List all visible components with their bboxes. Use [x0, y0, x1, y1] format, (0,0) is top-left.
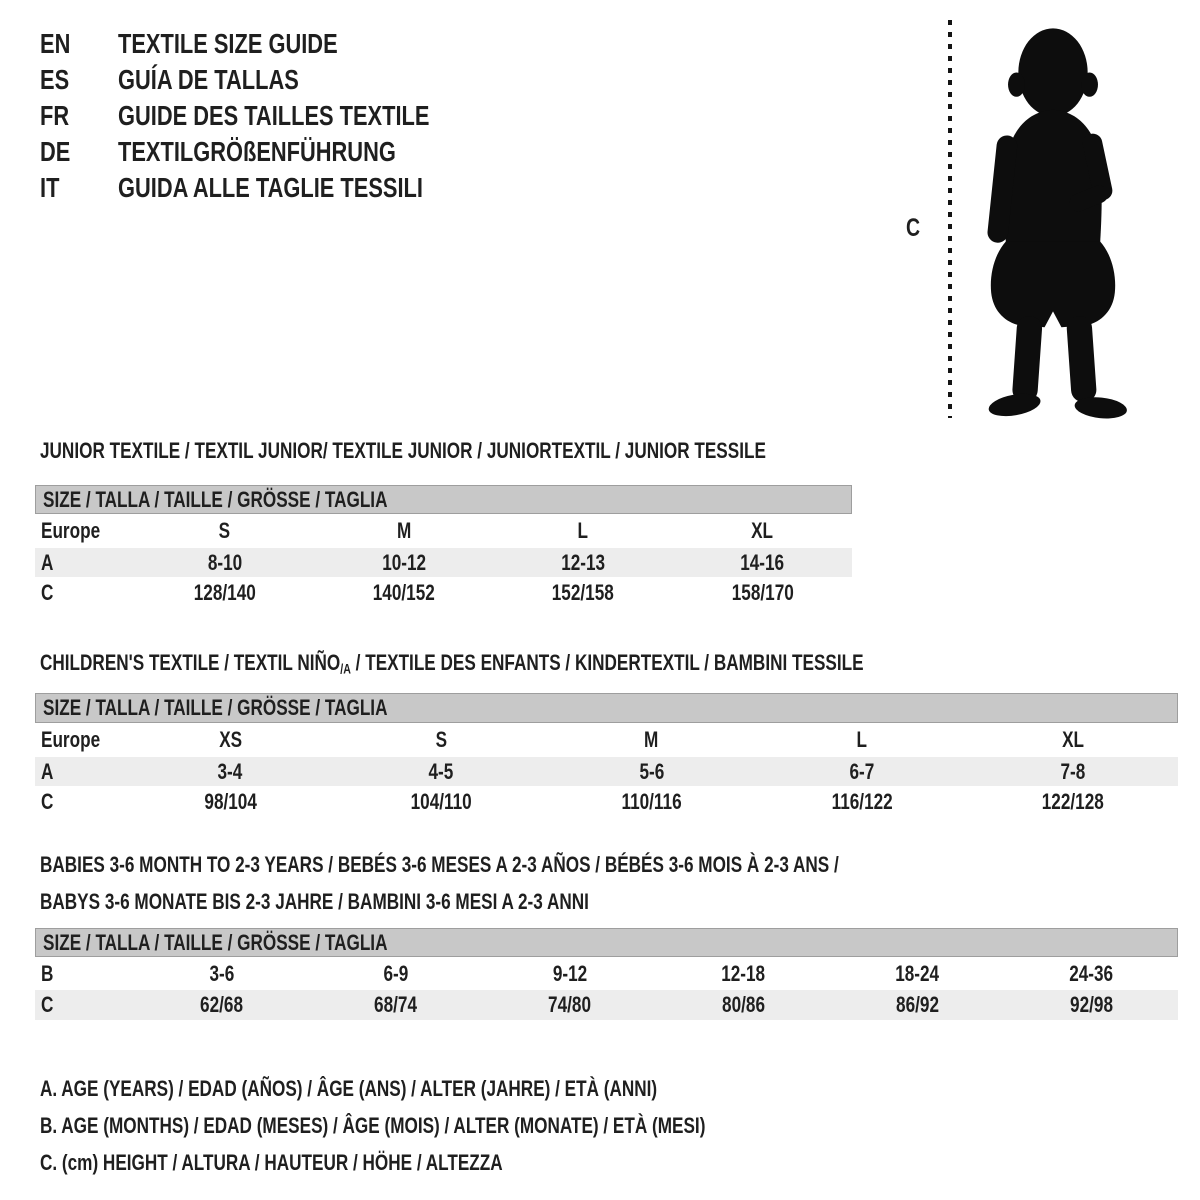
age-value: 3-4	[217, 758, 243, 784]
legend-line-c: C. (cm) HEIGHT / ALTURA / HAUTEUR / HÖHE / ALTEZZA	[40, 1149, 503, 1175]
babies-section-title	[40, 846, 1064, 920]
height-value: 116/122	[831, 788, 893, 814]
babies-title-line1: BABIES 3-6 MONTH TO 2-3 YEARS / BEBÉS 3-6 MESES A 2-3 AÑOS / BÉBÉS 3-6 MOIS À 2-3 ANS /	[40, 852, 839, 877]
children-title-rest: / TEXTILE DES ENFANTS / KINDERTEXTIL / BAMBINI TESSILE	[350, 650, 864, 675]
lang-title: TEXTILE SIZE GUIDE	[118, 27, 338, 59]
region-label: Europe	[41, 518, 101, 543]
height-value: 92/98	[1069, 992, 1113, 1017]
size-value: L	[856, 727, 868, 752]
table-row-height	[35, 990, 1178, 1020]
babies-size-table	[35, 957, 1178, 1020]
height-value: 110/116	[621, 788, 682, 814]
lang-code: ES	[40, 63, 70, 95]
lang-title: TEXTILGRÖßENFÜHRUNG	[118, 135, 396, 167]
lang-code: IT	[40, 171, 60, 203]
size-value: S	[435, 727, 447, 752]
months-value: 3-6	[209, 960, 235, 986]
lang-code: FR	[40, 99, 70, 131]
age-value: 10-12	[381, 549, 426, 575]
row-label: A	[41, 549, 54, 575]
table-row-age	[35, 757, 1178, 786]
children-section-title	[40, 650, 1096, 676]
children-size-table	[35, 723, 1178, 817]
legend-line-a: A. AGE (YEARS) / EDAD (AÑOS) / ÂGE (ANS) / ALTER (JAHRE) / ETÀ (ANNI)	[40, 1075, 658, 1101]
table-row-height	[35, 577, 852, 608]
height-measure-dashed-line	[948, 20, 952, 418]
height-value: 68/74	[374, 992, 418, 1017]
row-label: C	[41, 788, 54, 814]
junior-size-table	[35, 514, 852, 608]
row-label: A	[41, 758, 54, 784]
measurement-legend	[40, 1070, 893, 1181]
months-value: 12-18	[721, 960, 766, 986]
height-value: 74/80	[548, 992, 592, 1017]
months-value: 9-12	[552, 960, 587, 986]
months-value: 6-9	[383, 960, 409, 986]
lang-row-en	[40, 27, 517, 59]
lang-row-de	[40, 135, 517, 167]
children-title-sub: /A	[340, 661, 351, 677]
region-label: Europe	[41, 727, 101, 752]
children-title-main: CHILDREN'S TEXTILE / TEXTIL NIÑO	[40, 650, 341, 675]
height-value: 140/152	[372, 579, 435, 605]
table-row-europe	[35, 514, 852, 548]
size-value: M	[644, 727, 659, 752]
size-value: XS	[218, 727, 242, 752]
lang-title: GUIDE DES TAILLES TEXTILE	[118, 99, 430, 131]
age-value: 8-10	[207, 549, 242, 575]
table-row-height	[35, 786, 1178, 817]
size-value: XL	[751, 518, 774, 543]
months-value: 24-36	[1069, 960, 1114, 986]
legend-line-b: B. AGE (MONTHS) / EDAD (MESES) / ÂGE (MOIS) / ALTER (MONATE) / ETÀ (MESI)	[40, 1112, 706, 1138]
age-value: 5-6	[639, 758, 664, 784]
height-value: 152/158	[552, 579, 615, 605]
size-value: S	[218, 518, 231, 543]
lang-title: GUÍA DE TALLAS	[118, 63, 299, 95]
lang-row-fr	[40, 99, 517, 131]
row-label: B	[41, 960, 54, 986]
height-value: 62/68	[200, 992, 244, 1017]
height-value: 98/104	[204, 788, 257, 814]
lang-code: DE	[40, 135, 71, 167]
table-row-age	[35, 548, 852, 577]
table-row-months	[35, 957, 1178, 990]
lang-code: EN	[40, 27, 71, 59]
babies-title-line2: BABYS 3-6 MONATE BIS 2-3 JAHRE / BAMBINI 3-6 MESI A 2-3 ANNI	[40, 889, 589, 914]
table-row-europe	[35, 723, 1178, 757]
children-size-header-bar: SIZE / TALLA / TAILLE / GRÖSSE / TAGLIA	[35, 693, 1178, 723]
measure-c-label: C	[906, 214, 921, 242]
lang-row-it	[40, 171, 517, 203]
lang-row-es	[40, 63, 517, 95]
babies-size-header-bar: SIZE / TALLA / TAILLE / GRÖSSE / TAGLIA	[35, 928, 1178, 957]
age-value: 6-7	[849, 758, 875, 784]
height-value: 104/110	[410, 788, 472, 814]
age-value: 12-13	[561, 549, 606, 575]
months-value: 18-24	[895, 960, 940, 986]
baby-silhouette-figure	[964, 16, 1142, 424]
height-value: 122/128	[1041, 788, 1104, 814]
age-value: 7-8	[1060, 758, 1086, 784]
height-value: 86/92	[895, 992, 939, 1017]
row-label: C	[41, 579, 54, 605]
size-value: XL	[1061, 727, 1084, 752]
junior-section-title: JUNIOR TEXTILE / TEXTIL JUNIOR/ TEXTILE JUNIOR / JUNIORTEXTIL / JUNIOR TESSILE	[40, 438, 766, 463]
lang-title: GUIDA ALLE TAGLIE TESSILI	[118, 171, 423, 203]
language-title-block	[40, 27, 517, 211]
size-value: M	[396, 518, 412, 543]
row-label: C	[41, 992, 54, 1017]
children-title-text	[40, 650, 864, 676]
age-value: 14-16	[740, 549, 785, 575]
age-value: 4-5	[428, 758, 454, 784]
height-value: 158/170	[731, 579, 794, 605]
height-value: 128/140	[193, 579, 256, 605]
height-value: 80/86	[721, 992, 765, 1017]
junior-size-header-bar: SIZE / TALLA / TAILLE / GRÖSSE / TAGLIA	[35, 485, 852, 514]
size-value: L	[577, 518, 589, 543]
